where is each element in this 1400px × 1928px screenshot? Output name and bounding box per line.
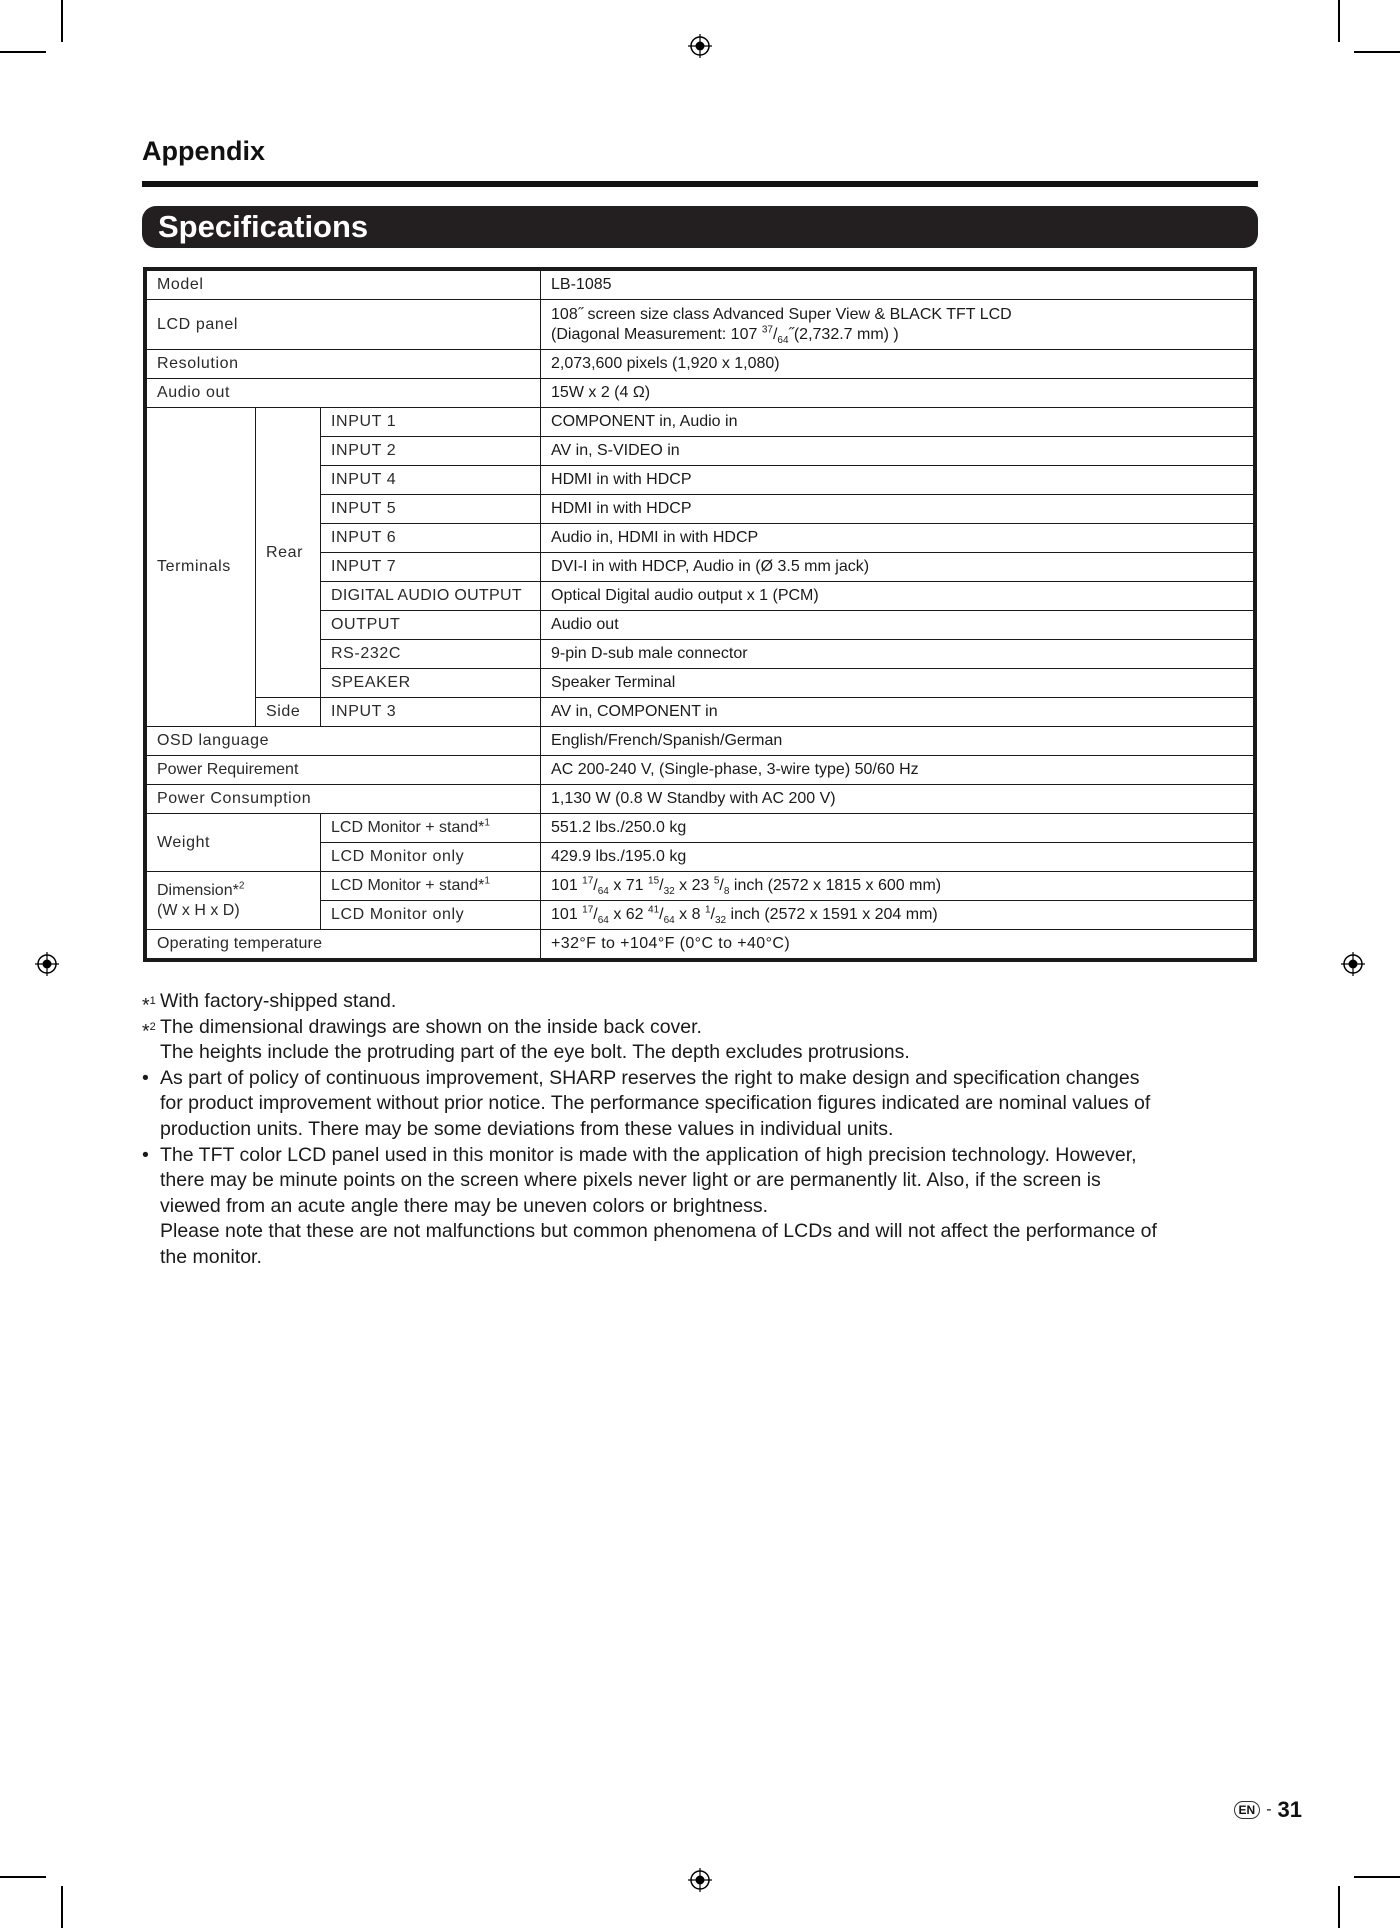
- spec-label: Power Requirement: [147, 756, 541, 785]
- terminal-value: 9-pin D-sub male connector: [541, 640, 1254, 669]
- terminal-name: INPUT 2: [321, 437, 541, 466]
- spec-value: 15W x 2 (4 Ω): [541, 379, 1254, 408]
- bullet-note-2-line: the monitor.: [160, 1245, 262, 1268]
- table-row: [147, 379, 1254, 408]
- terminals-label: Terminals: [147, 408, 256, 727]
- weight-type: LCD Monitor only: [321, 843, 541, 872]
- terminal-value: AV in, S-VIDEO in: [541, 437, 1254, 466]
- terminal-name: INPUT 5: [321, 495, 541, 524]
- specifications-table: [143, 267, 1257, 962]
- terminal-value: HDMI in with HDCP: [541, 495, 1254, 524]
- lcd-panel-line1: 108˝ screen size class Advanced Super View & BLACK TFT LCD: [551, 305, 1012, 323]
- terminal-value: DVI-I in with HDCP, Audio in (Ø 3.5 mm jack): [541, 553, 1254, 582]
- terminal-name: SPEAKER: [321, 669, 541, 698]
- table-row: [147, 756, 1254, 785]
- spec-value: English/French/Spanish/German: [541, 727, 1254, 756]
- footnote-1: *$^1$ With factory-shipped stand.: [142, 990, 397, 1017]
- lcd-panel-line2: (Diagonal Measurement: 107 $^{37}/_{64}˝(2,732.7$ mm) ): [551, 324, 899, 346]
- spec-value: +32°F to +104°F (0°C to +40°C): [541, 930, 1254, 959]
- weight-value: 551.2 lbs./250.0 kg: [541, 814, 1254, 843]
- registration-mark-icon: [35, 952, 59, 976]
- footnote-2-continuation: The heights include the protruding part of the eye bolt. The depth excludes protrusions.: [160, 1041, 910, 1064]
- terminal-name: INPUT 6: [321, 524, 541, 553]
- terminal-name: RS-232C: [321, 640, 541, 669]
- page-title-banner: Specifications: [142, 206, 1258, 248]
- spec-label: LCD panel: [147, 300, 541, 350]
- spec-value: 1,130 W (0.8 W Standby with AC 200 V): [541, 785, 1254, 814]
- dimension-value: 101 $^{17}/_{64}$ x 71 $^{15}/_{32}$ x 23 $^5/_8$ inch (2572 x 1815 x 600 mm): [541, 872, 1254, 901]
- terminal-value: HDMI in with HDCP: [541, 466, 1254, 495]
- bullet-note-2-line: viewed from an acute angle there may be uneven colors or brightness.: [160, 1194, 769, 1217]
- registration-mark-icon: [688, 34, 712, 58]
- terminal-name: INPUT 4: [321, 466, 541, 495]
- weight-type: LCD Monitor + stand*$^1$: [321, 814, 541, 843]
- table-row: [147, 785, 1254, 814]
- crop-mark: [1354, 51, 1400, 53]
- spec-label: Resolution: [147, 350, 541, 379]
- terminal-name: INPUT 7: [321, 553, 541, 582]
- footnote-2: *$^2$ The dimensional drawings are shown on the inside back cover.: [142, 1015, 702, 1043]
- rear-label: Rear: [256, 408, 321, 698]
- crop-mark: [0, 51, 46, 53]
- terminal-value: Audio out: [541, 611, 1254, 640]
- terminal-name: INPUT 1: [321, 408, 541, 437]
- crop-mark: [1354, 1876, 1400, 1878]
- table-row: [147, 300, 1254, 350]
- spec-value: AC 200-240 V, (Single-phase, 3-wire type) 50/60 Hz: [541, 756, 1254, 785]
- page-number-value: 31: [1277, 1797, 1302, 1822]
- page-separator: -: [1266, 1801, 1272, 1818]
- dimension-label: Dimension*$^2$ (W x H x D): [147, 872, 321, 930]
- header-rule: [142, 181, 1258, 187]
- terminal-value: AV in, COMPONENT in: [541, 698, 1254, 727]
- spec-value: [541, 300, 1254, 350]
- terminal-value: Speaker Terminal: [541, 669, 1254, 698]
- crop-mark: [61, 1886, 63, 1928]
- spec-value: LB-1085: [541, 271, 1254, 300]
- terminal-value: COMPONENT in, Audio in: [541, 408, 1254, 437]
- spec-label: Operating temperature: [147, 930, 541, 959]
- bullet-note-2: • The TFT color LCD panel used in this monitor is made with the application of high precision technology. However,: [142, 1143, 1137, 1166]
- bullet-note-1-line: production units. There may be some deviations from these values in individual units.: [160, 1117, 894, 1140]
- terminal-name: DIGITAL AUDIO OUTPUT: [321, 582, 541, 611]
- terminal-value: Optical Digital audio output x 1 (PCM): [541, 582, 1254, 611]
- terminal-value: Audio in, HDMI in with HDCP: [541, 524, 1254, 553]
- table-row: [147, 727, 1254, 756]
- spec-label: Audio out: [147, 379, 541, 408]
- dimension-type: LCD Monitor + stand*$^1$: [321, 872, 541, 901]
- terminal-name: OUTPUT: [321, 611, 541, 640]
- dimension-value: 101 $^{17}/_{64}$ x 62 $^{41}/_{64}$ x 8 $^1/_{32}$ inch (2572 x 1591 x 204 mm): [541, 901, 1254, 930]
- crop-mark: [61, 0, 63, 42]
- table-row: [147, 350, 1254, 379]
- weight-label: Weight: [147, 814, 321, 872]
- side-label: Side: [256, 698, 321, 727]
- spec-label: OSD language: [147, 727, 541, 756]
- table-row: [147, 814, 1254, 843]
- language-badge: EN: [1234, 1801, 1261, 1819]
- bullet-note-1: • As part of policy of continuous improvement, SHARP reserves the right to make design and specification changes: [142, 1066, 1140, 1089]
- crop-mark: [1338, 0, 1340, 42]
- table-row: [147, 698, 1254, 727]
- notes-section: [142, 989, 1262, 1271]
- bullet-note-1-line: for product improvement without prior notice. The performance specification figures indicated are nominal values of: [160, 1092, 1151, 1115]
- table-row: [147, 872, 1254, 901]
- crop-mark: [0, 1876, 46, 1878]
- page-number: [1234, 1797, 1302, 1823]
- bullet-note-2-line: Please note that these are not malfunctions but common phenomena of LCDs and will not affect the performance of: [160, 1220, 1157, 1243]
- bullet-note-2-line: there may be minute points on the screen where pixels never light or are permanently lit. Also, if the screen is: [160, 1169, 1101, 1192]
- weight-value: 429.9 lbs./195.0 kg: [541, 843, 1254, 872]
- terminal-name: INPUT 3: [321, 698, 541, 727]
- section-title: Appendix: [142, 136, 266, 166]
- table-row: [147, 271, 1254, 300]
- crop-mark: [1338, 1886, 1340, 1928]
- table-row: [147, 408, 1254, 437]
- registration-mark-icon: [688, 1868, 712, 1892]
- spec-label: Model: [147, 271, 541, 300]
- spec-label: Power Consumption: [147, 785, 541, 814]
- dimension-type: LCD Monitor only: [321, 901, 541, 930]
- table-row: [147, 930, 1254, 959]
- registration-mark-icon: [1341, 952, 1365, 976]
- spec-value: 2,073,600 pixels (1,920 x 1,080): [541, 350, 1254, 379]
